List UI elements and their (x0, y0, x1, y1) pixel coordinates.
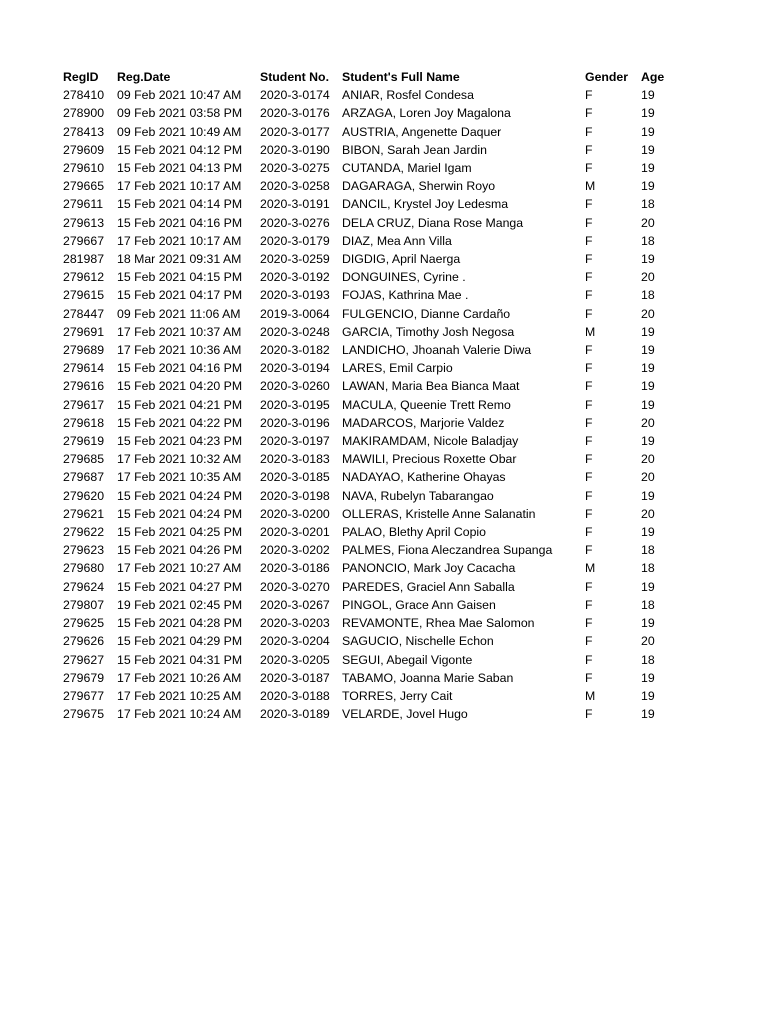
regid-cell: 278413 (63, 124, 105, 139)
header-reg-date: Reg.Date (117, 70, 171, 84)
gender-cell: F (585, 397, 593, 412)
regid-cell: 279612 (63, 270, 105, 285)
table-row (63, 523, 681, 541)
full-name-cell: SAGUCIO, Nischelle Echon (342, 634, 494, 649)
gender-cell: F (585, 525, 593, 540)
full-name-cell: SEGUI, Abegail Vigonte (342, 652, 473, 667)
reg-date-cell: 17 Feb 2021 10:24 AM (117, 707, 242, 722)
student-no-cell: 2020-3-0267 (260, 597, 330, 612)
reg-date-cell: 15 Feb 2021 04:14 PM (117, 197, 243, 212)
gender-cell: F (585, 361, 593, 376)
student-no-cell: 2020-3-0177 (260, 124, 330, 139)
table-row (63, 669, 681, 687)
student-no-cell: 2020-3-0185 (260, 470, 330, 485)
regid-cell: 279625 (63, 616, 105, 631)
age-cell: 19 (641, 670, 655, 685)
age-cell: 19 (641, 252, 655, 267)
gender-cell: F (585, 306, 593, 321)
regid-cell: 279615 (63, 288, 105, 303)
regid-cell: 279618 (63, 415, 105, 430)
gender-cell: F (585, 434, 593, 449)
student-no-cell: 2020-3-0248 (260, 324, 330, 339)
full-name-cell: DELA CRUZ, Diana Rose Manga (342, 215, 524, 230)
student-no-cell: 2020-3-0203 (260, 616, 330, 631)
table-row (63, 177, 681, 195)
age-cell: 20 (641, 634, 655, 649)
gender-cell: F (585, 597, 593, 612)
student-no-cell: 2020-3-0198 (260, 488, 330, 503)
full-name-cell: PANONCIO, Mark Joy Cacacha (342, 561, 516, 576)
reg-date-cell: 09 Feb 2021 03:58 PM (117, 106, 243, 121)
full-name-cell: DONGUINES, Cyrine . (342, 270, 466, 285)
table-row (63, 505, 681, 523)
reg-date-cell: 17 Feb 2021 10:36 AM (117, 343, 242, 358)
reg-date-cell: 09 Feb 2021 10:47 AM (117, 88, 242, 103)
table-row (63, 596, 681, 614)
full-name-cell: PINGOL, Grace Ann Gaisen (342, 597, 496, 612)
student-no-cell: 2020-3-0190 (260, 142, 330, 157)
age-cell: 19 (641, 434, 655, 449)
full-name-cell: NAVA, Rubelyn Tabarangao (342, 488, 494, 503)
table-row (63, 614, 681, 632)
regid-cell: 279627 (63, 652, 105, 667)
regid-cell: 279614 (63, 361, 105, 376)
reg-date-cell: 17 Feb 2021 10:37 AM (117, 324, 242, 339)
regid-cell: 279626 (63, 634, 105, 649)
reg-date-cell: 17 Feb 2021 10:32 AM (117, 452, 242, 467)
table-row (63, 450, 681, 468)
student-no-cell: 2020-3-0276 (260, 215, 330, 230)
gender-cell: F (585, 634, 593, 649)
full-name-cell: PALMES, Fiona Aleczandrea Supanga (342, 543, 553, 558)
student-no-cell: 2020-3-0196 (260, 415, 330, 430)
regid-cell: 279609 (63, 142, 105, 157)
student-no-cell: 2020-3-0179 (260, 233, 330, 248)
gender-cell: F (585, 161, 593, 176)
student-no-cell: 2020-3-0194 (260, 361, 330, 376)
reg-date-cell: 15 Feb 2021 04:31 PM (117, 652, 243, 667)
table-row (63, 323, 681, 341)
regid-cell: 279616 (63, 379, 105, 394)
full-name-cell: LAWAN, Maria Bea Bianca Maat (342, 379, 520, 394)
age-cell: 20 (641, 452, 655, 467)
student-no-cell: 2020-3-0259 (260, 252, 330, 267)
header-regid: RegID (63, 70, 99, 84)
regid-cell: 279665 (63, 179, 105, 194)
student-no-cell: 2020-3-0260 (260, 379, 330, 394)
full-name-cell: LARES, Emil Carpio (342, 361, 453, 376)
full-name-cell: MAKIRAMDAM, Nicole Baladjay (342, 434, 519, 449)
table-row (63, 359, 681, 377)
gender-cell: F (585, 506, 593, 521)
age-cell: 20 (641, 470, 655, 485)
reg-date-cell: 15 Feb 2021 04:16 PM (117, 361, 243, 376)
reg-date-cell: 09 Feb 2021 11:06 AM (117, 306, 241, 321)
age-cell: 19 (641, 525, 655, 540)
reg-date-cell: 15 Feb 2021 04:24 PM (117, 506, 243, 521)
age-cell: 19 (641, 361, 655, 376)
student-no-cell: 2020-3-0205 (260, 652, 330, 667)
gender-cell: F (585, 707, 593, 722)
student-no-cell: 2020-3-0197 (260, 434, 330, 449)
age-cell: 18 (641, 233, 655, 248)
full-name-cell: FULGENCIO, Dianne Cardaño (342, 306, 511, 321)
full-name-cell: TORRES, Jerry Cait (342, 688, 453, 703)
age-cell: 19 (641, 88, 655, 103)
full-name-cell: REVAMONTE, Rhea Mae Salomon (342, 616, 535, 631)
student-no-cell: 2020-3-0182 (260, 343, 330, 358)
full-name-cell: DAGARAGA, Sherwin Royo (342, 179, 496, 194)
reg-date-cell: 15 Feb 2021 04:16 PM (117, 215, 243, 230)
reg-date-cell: 15 Feb 2021 04:20 PM (117, 379, 243, 394)
gender-cell: F (585, 252, 593, 267)
full-name-cell: PAREDES, Graciel Ann Saballa (342, 579, 515, 594)
student-no-cell: 2020-3-0188 (260, 688, 330, 703)
gender-cell: M (585, 324, 596, 339)
gender-cell: F (585, 288, 593, 303)
regid-cell: 279613 (63, 215, 105, 230)
reg-date-cell: 15 Feb 2021 04:15 PM (117, 270, 243, 285)
table-row (63, 705, 681, 723)
age-cell: 20 (641, 306, 655, 321)
table-row (63, 651, 681, 669)
gender-cell: F (585, 343, 593, 358)
table-row (63, 232, 681, 250)
reg-date-cell: 15 Feb 2021 04:13 PM (117, 161, 243, 176)
table-row (63, 541, 681, 559)
student-no-cell: 2020-3-0270 (260, 579, 330, 594)
table-row (63, 214, 681, 232)
table-row (63, 305, 681, 323)
full-name-cell: OLLERAS, Kristelle Anne Salanatin (342, 506, 536, 521)
table-row (63, 487, 681, 505)
gender-cell: F (585, 106, 593, 121)
table-row (63, 86, 681, 104)
age-cell: 19 (641, 142, 655, 157)
full-name-cell: ARZAGA, Loren Joy Magalona (342, 106, 511, 121)
reg-date-cell: 15 Feb 2021 04:27 PM (117, 579, 243, 594)
header-student-no: Student No. (260, 70, 329, 84)
table-body (63, 86, 681, 723)
regid-cell: 278900 (63, 106, 105, 121)
table-row (63, 632, 681, 650)
age-cell: 19 (641, 707, 655, 722)
student-no-cell: 2020-3-0192 (260, 270, 330, 285)
age-cell: 19 (641, 488, 655, 503)
table-row (63, 341, 681, 359)
gender-cell: F (585, 215, 593, 230)
regid-cell: 279623 (63, 543, 105, 558)
full-name-cell: GARCIA, Timothy Josh Negosa (342, 324, 515, 339)
reg-date-cell: 15 Feb 2021 04:12 PM (117, 142, 243, 157)
age-cell: 20 (641, 415, 655, 430)
age-cell: 20 (641, 270, 655, 285)
reg-date-cell: 15 Feb 2021 04:17 PM (117, 288, 243, 303)
student-no-cell: 2020-3-0202 (260, 543, 330, 558)
reg-date-cell: 15 Feb 2021 04:26 PM (117, 543, 243, 558)
student-no-cell: 2020-3-0258 (260, 179, 330, 194)
full-name-cell: BIBON, Sarah Jean Jardin (342, 142, 487, 157)
header-full-name: Student's Full Name (342, 70, 460, 84)
age-cell: 18 (641, 652, 655, 667)
reg-date-cell: 15 Feb 2021 04:25 PM (117, 525, 243, 540)
age-cell: 19 (641, 397, 655, 412)
age-cell: 19 (641, 379, 655, 394)
age-cell: 18 (641, 543, 655, 558)
reg-date-cell: 17 Feb 2021 10:25 AM (117, 688, 242, 703)
age-cell: 18 (641, 197, 655, 212)
regid-cell: 279691 (63, 324, 105, 339)
full-name-cell: NADAYAO, Katherine Ohayas (342, 470, 506, 485)
reg-date-cell: 17 Feb 2021 10:27 AM (117, 561, 242, 576)
gender-cell: F (585, 142, 593, 157)
student-no-cell: 2020-3-0186 (260, 561, 330, 576)
age-cell: 19 (641, 179, 655, 194)
student-no-cell: 2020-3-0200 (260, 506, 330, 521)
regid-cell: 279611 (63, 197, 104, 212)
table-row (63, 141, 681, 159)
age-cell: 19 (641, 616, 655, 631)
gender-cell: M (585, 561, 596, 576)
gender-cell: F (585, 197, 593, 212)
student-no-cell: 2020-3-0201 (260, 525, 330, 540)
reg-date-cell: 09 Feb 2021 10:49 AM (117, 124, 242, 139)
gender-cell: F (585, 652, 593, 667)
student-no-cell: 2020-3-0195 (260, 397, 330, 412)
gender-cell: F (585, 470, 593, 485)
regid-cell: 281987 (63, 252, 105, 267)
gender-cell: F (585, 488, 593, 503)
student-no-cell: 2020-3-0204 (260, 634, 330, 649)
table-row (63, 559, 681, 577)
student-no-cell: 2020-3-0183 (260, 452, 330, 467)
reg-date-cell: 17 Feb 2021 10:35 AM (117, 470, 242, 485)
age-cell: 19 (641, 688, 655, 703)
reg-date-cell: 15 Feb 2021 04:29 PM (117, 634, 243, 649)
full-name-cell: VELARDE, Jovel Hugo (342, 707, 468, 722)
full-name-cell: AUSTRIA, Angenette Daquer (342, 124, 502, 139)
gender-cell: F (585, 88, 593, 103)
student-list-table (63, 68, 681, 723)
regid-cell: 279610 (63, 161, 105, 176)
table-row (63, 377, 681, 395)
full-name-cell: LANDICHO, Jhoanah Valerie Diwa (342, 343, 532, 358)
regid-cell: 279689 (63, 343, 105, 358)
student-no-cell: 2020-3-0187 (260, 670, 330, 685)
table-row (63, 414, 681, 432)
age-cell: 19 (641, 579, 655, 594)
age-cell: 19 (641, 124, 655, 139)
student-no-cell: 2020-3-0191 (260, 197, 330, 212)
gender-cell: F (585, 579, 593, 594)
gender-cell: F (585, 379, 593, 394)
reg-date-cell: 17 Feb 2021 10:17 AM (117, 179, 242, 194)
age-cell: 20 (641, 506, 655, 521)
regid-cell: 279619 (63, 434, 105, 449)
regid-cell: 278410 (63, 88, 105, 103)
gender-cell: F (585, 543, 593, 558)
table-row (63, 687, 681, 705)
student-no-cell: 2020-3-0193 (260, 288, 330, 303)
regid-cell: 279621 (63, 506, 105, 521)
regid-cell: 279680 (63, 561, 105, 576)
gender-cell: F (585, 270, 593, 285)
full-name-cell: MADARCOS, Marjorie Valdez (342, 415, 505, 430)
regid-cell: 279685 (63, 452, 105, 467)
gender-cell: F (585, 233, 593, 248)
gender-cell: M (585, 688, 596, 703)
full-name-cell: DIAZ, Mea Ann Villa (342, 233, 452, 248)
table-row (63, 195, 681, 213)
age-cell: 18 (641, 288, 655, 303)
regid-cell: 279622 (63, 525, 105, 540)
full-name-cell: MAWILI, Precious Roxette Obar (342, 452, 517, 467)
regid-cell: 279667 (63, 233, 105, 248)
table-row (63, 432, 681, 450)
age-cell: 18 (641, 561, 655, 576)
reg-date-cell: 15 Feb 2021 04:23 PM (117, 434, 243, 449)
age-cell: 20 (641, 215, 655, 230)
student-no-cell: 2020-3-0189 (260, 707, 330, 722)
full-name-cell: DIGDIG, April Naerga (342, 252, 461, 267)
gender-cell: F (585, 452, 593, 467)
student-no-cell: 2020-3-0174 (260, 88, 330, 103)
age-cell: 19 (641, 106, 655, 121)
reg-date-cell: 15 Feb 2021 04:22 PM (117, 415, 243, 430)
reg-date-cell: 19 Feb 2021 02:45 PM (117, 597, 243, 612)
regid-cell: 279620 (63, 488, 105, 503)
regid-cell: 279675 (63, 707, 105, 722)
table-row (63, 250, 681, 268)
table-row (63, 396, 681, 414)
header-gender: Gender (585, 70, 629, 84)
table-row (63, 159, 681, 177)
age-cell: 19 (641, 324, 655, 339)
regid-cell: 279807 (63, 597, 105, 612)
full-name-cell: DANCIL, Krystel Joy Ledesma (342, 197, 509, 212)
regid-cell: 279679 (63, 670, 105, 685)
full-name-cell: PALAO, Blethy April Copio (342, 525, 486, 540)
table-row (63, 286, 681, 304)
full-name-cell: CUTANDA, Mariel Igam (342, 161, 472, 176)
header-row (63, 68, 681, 86)
age-cell: 18 (641, 597, 655, 612)
full-name-cell: MACULA, Queenie Trett Remo (342, 397, 511, 412)
regid-cell: 278447 (63, 306, 105, 321)
regid-cell: 279624 (63, 579, 105, 594)
reg-date-cell: 15 Feb 2021 04:21 PM (117, 397, 243, 412)
full-name-cell: TABAMO, Joanna Marie Saban (342, 670, 514, 685)
reg-date-cell: 15 Feb 2021 04:24 PM (117, 488, 243, 503)
table-row (63, 268, 681, 286)
gender-cell: M (585, 179, 596, 194)
regid-cell: 279617 (63, 397, 105, 412)
student-no-cell: 2020-3-0176 (260, 106, 330, 121)
age-cell: 19 (641, 343, 655, 358)
gender-cell: F (585, 415, 593, 430)
gender-cell: F (585, 670, 593, 685)
table-row (63, 104, 681, 122)
table-row (63, 468, 681, 486)
gender-cell: F (585, 124, 593, 139)
regid-cell: 279687 (63, 470, 105, 485)
regid-cell: 279677 (63, 688, 105, 703)
student-no-cell: 2019-3-0064 (260, 306, 330, 321)
age-cell: 19 (641, 161, 655, 176)
table-row (63, 578, 681, 596)
reg-date-cell: 17 Feb 2021 10:26 AM (117, 670, 242, 685)
reg-date-cell: 18 Mar 2021 09:31 AM (117, 252, 242, 267)
reg-date-cell: 17 Feb 2021 10:17 AM (117, 233, 242, 248)
table-row (63, 123, 681, 141)
gender-cell: F (585, 616, 593, 631)
student-no-cell: 2020-3-0275 (260, 161, 330, 176)
full-name-cell: FOJAS, Kathrina Mae . (342, 288, 469, 303)
reg-date-cell: 15 Feb 2021 04:28 PM (117, 616, 243, 631)
header-age: Age (641, 70, 665, 84)
full-name-cell: ANIAR, Rosfel Condesa (342, 88, 474, 103)
